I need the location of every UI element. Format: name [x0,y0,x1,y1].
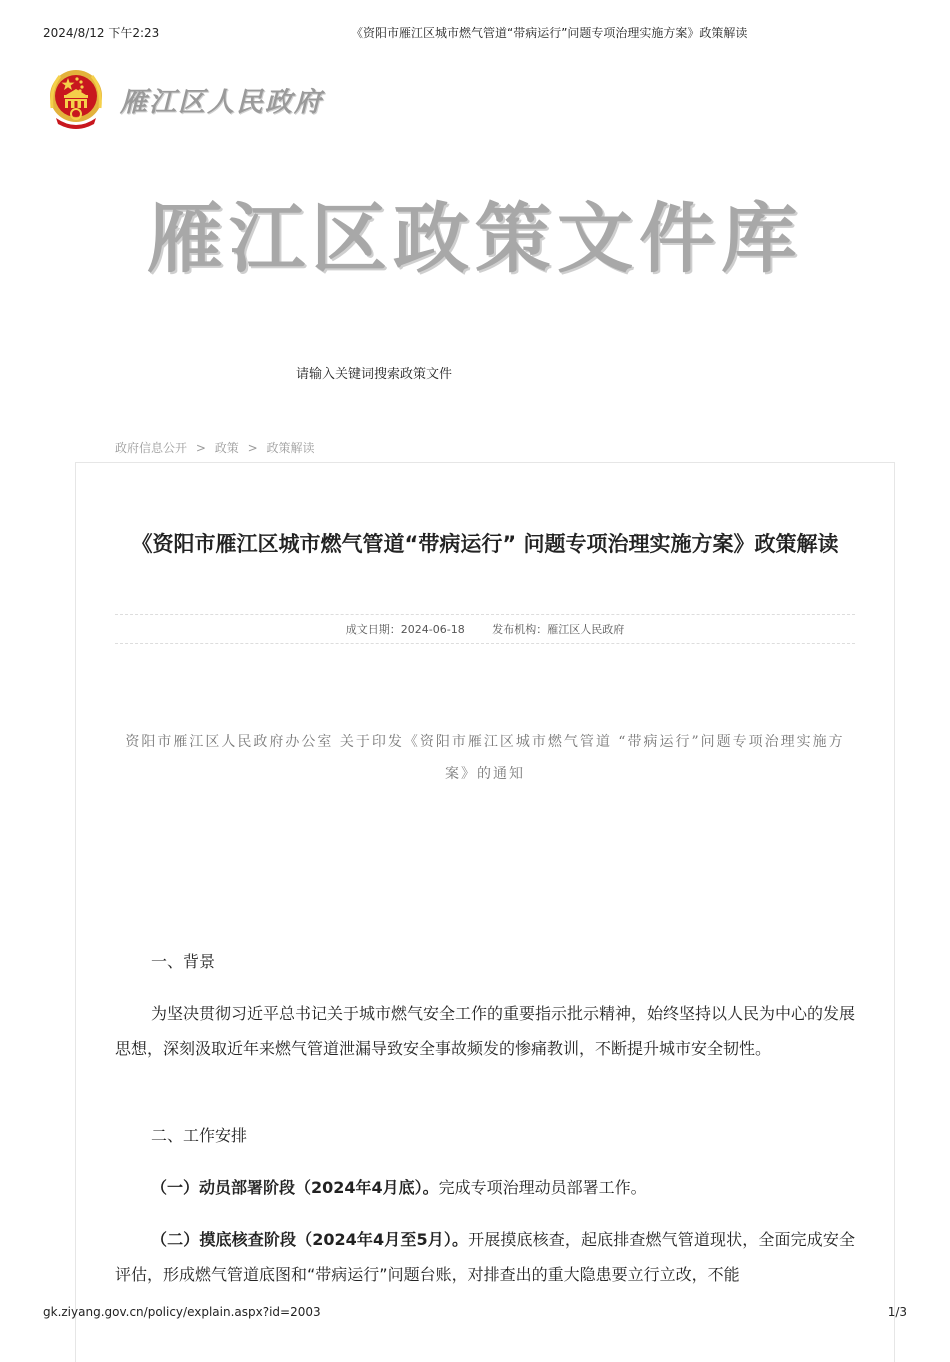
stage-1-text: 完成专项治理动员部署工作。 [438,1178,647,1197]
meta-publisher [492,623,624,636]
print-date: 2024/8/12 下午2:23 [43,26,160,40]
print-page-title: 《资阳市雁江区城市燃气管道“带病运行”问题专项治理实施方案》政策解读 [351,26,748,40]
stage-1-heading: （一）动员部署阶段（2024年4月底）。 [151,1178,439,1197]
stage-2-text: 开展摸底核查，起底排查燃气管道现状，全面完成安全评估，形成燃气管道底图和“带病运行”问题台账，对排查出的重大隐患要立行立改，不能 [115,1230,855,1284]
print-header [43,24,907,42]
breadcrumb-item-policy-interpretation[interactable]: 政策解读 [266,441,315,455]
article-meta [115,614,855,644]
paragraph-background: 为坚决贯彻习近平总书记关于城市燃气安全工作的重要指示批示精神，始终坚持以人民为中心的发展思想，深刻汲取近年来燃气管道泄漏导致安全事故频发的惨痛教训，不断提升城市安全韧性。 [115,1004,856,1058]
print-page-number: 1/3 [887,1305,907,1319]
print-footer [43,1305,907,1323]
meta-date-value: 2024-06-18 [400,623,465,636]
paragraph-stage-2 [115,1222,855,1292]
breadcrumb-separator: > [195,441,206,455]
site-name[interactable]: 雁江区人民政府 [120,87,323,118]
section-heading-work-arrangement: 二、工作安排 [151,1126,248,1145]
section-heading-background: 一、背景 [151,952,216,971]
notice-title: 资阳市雁江区人民政府办公室 关于印发《资阳市雁江区城市燃气管道 “带病运行”问题专项治理实施方案》的通知 [125,734,845,782]
print-url: gk.ziyang.gov.cn/policy/explain.aspx?id=2003 [43,1305,321,1319]
meta-date-label: 成文日期： [345,623,401,636]
national-emblem-icon[interactable] [46,68,106,130]
article-title: 《资阳市雁江区城市燃气管道“带病运行” 问题专项治理实施方案》政策解读 [131,532,839,556]
breadcrumb [115,439,314,456]
stage-2-heading: （二）摸底核查阶段（2024年4月至5月）。 [151,1230,469,1249]
meta-date [346,623,465,636]
meta-publisher-value: 雁江区人民政府 [547,623,625,636]
banner-title: 雁江区政策文件库 [147,194,803,283]
paragraph-stage-1 [115,1170,855,1205]
meta-publisher-label: 发布机构： [492,623,548,636]
breadcrumb-item-gov-info[interactable]: 政府信息公开 [115,441,188,455]
search-input[interactable] [288,362,684,386]
breadcrumb-item-policy[interactable]: 政策 [214,441,239,455]
breadcrumb-separator: > [247,441,258,455]
